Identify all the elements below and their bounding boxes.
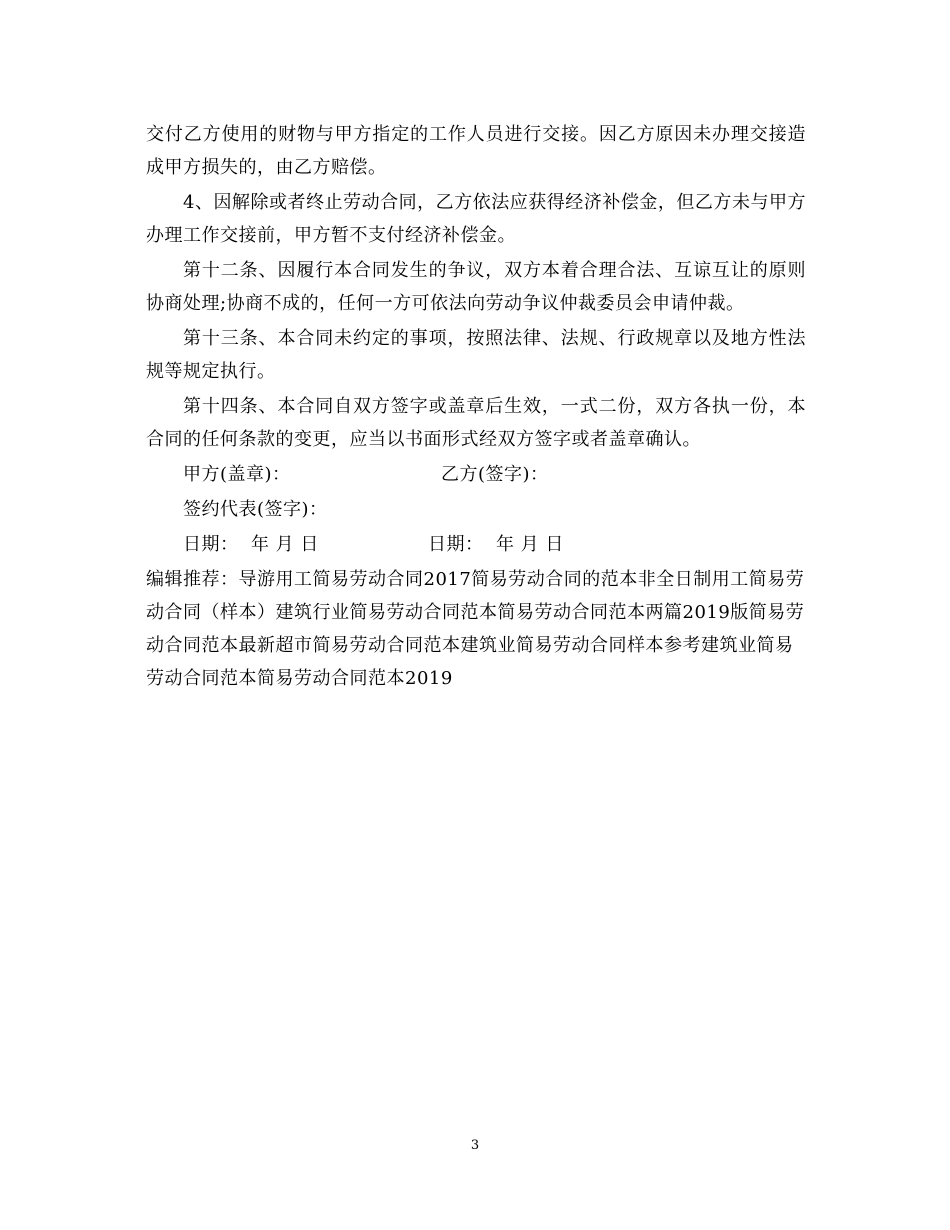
editorial-recommendations: 编辑推荐：导游用工简易劳动合同2017简易劳动合同的范本非全日制用工简易劳动合同（样本）建筑行业简易劳动合同范本简易劳动合同范本两篇2019版简易劳动合同范本最新超市简易劳动合同范本建筑业简易劳动合同样本参考建筑业简易劳动合同范本简易劳动合同范本2019 — [146, 569, 805, 689]
paragraph-article-14: 第十四条、本合同自双方签字或盖章后生效，一式二份，双方各执一份，本合同的任何条款的变更，应当以书面形式经双方签字或者盖章确认。 — [146, 396, 806, 450]
signature-parties-row — [146, 458, 806, 491]
paragraph-article-13: 第十三条、本合同未约定的事项，按照法律、法规、行政规章以及地方性法规等规定执行。 — [146, 328, 806, 382]
page-number: 3 — [470, 1138, 480, 1153]
paragraph-article-12: 第十二条、因履行本合同发生的争议，双方本着合理合法、互谅互让的原则协商处理;协商不成的，任何一方可依法向劳动争议仲裁委员会申请仲裁。 — [146, 260, 806, 314]
date-row — [146, 528, 806, 561]
party-b-date-label: 日期： 年 月 日 — [428, 534, 564, 555]
party-a-seal-label: 甲方(盖章)： — [183, 464, 291, 485]
document-body — [146, 118, 806, 695]
paragraph-compensation: 4、因解除或者终止劳动合同，乙方依法应获得经济补偿金，但乙方未与甲方办理工作交接前，甲方暂不支付经济补偿金。 — [146, 192, 806, 246]
party-b-signature-label: 乙方(签字)： — [441, 464, 549, 485]
representative-row — [146, 493, 806, 526]
representative-signature-label: 签约代表(签字)： — [183, 499, 328, 520]
party-a-date-label: 日期： 年 月 日 — [183, 534, 319, 555]
paragraph-handover-continuation: 交付乙方使用的财物与甲方指定的工作人员进行交接。因乙方原因未办理交接造成甲方损失的，由乙方赔偿。 — [146, 124, 806, 178]
